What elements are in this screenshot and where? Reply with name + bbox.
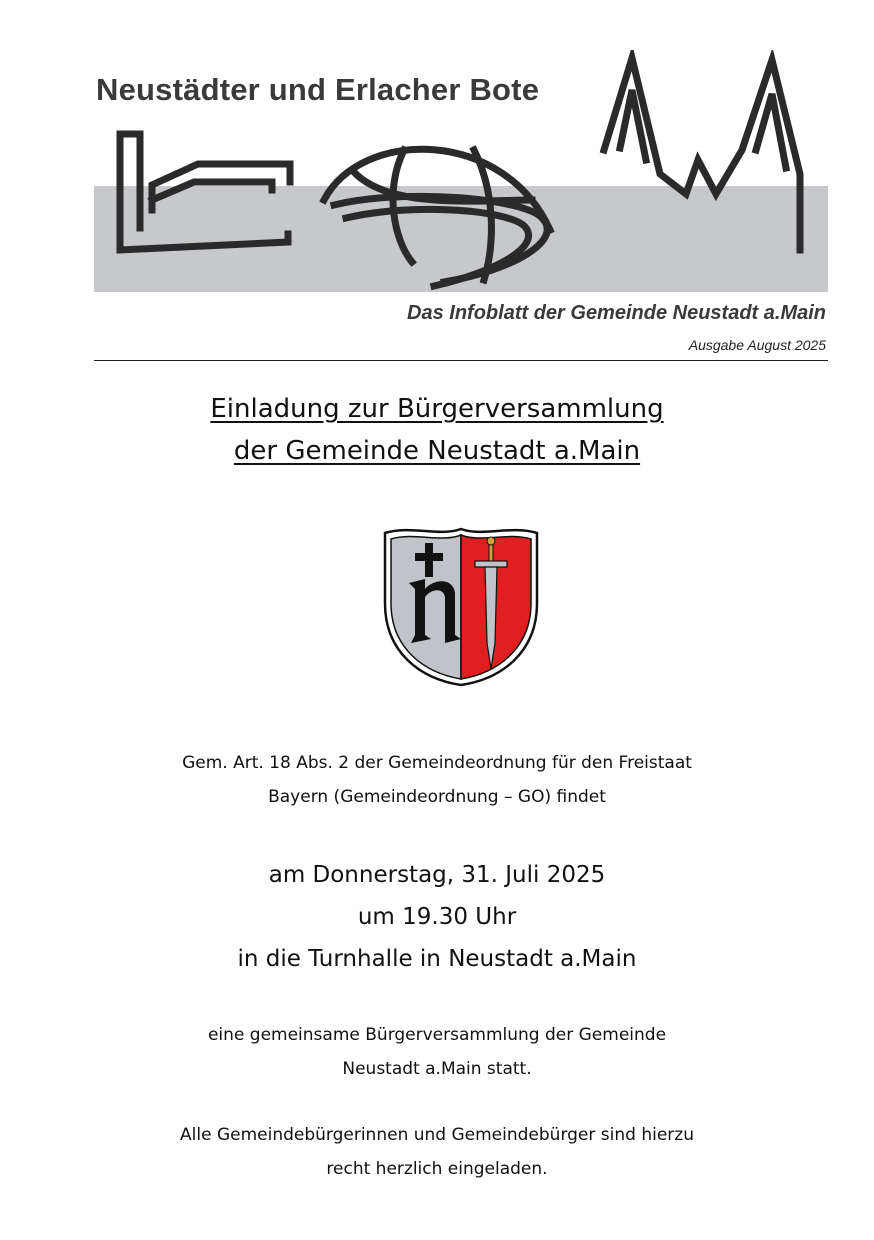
legal-reference xyxy=(0,746,874,814)
event-description xyxy=(0,1018,874,1086)
invitation-text xyxy=(0,1118,874,1186)
statt-line-1: eine gemeinsame Bürgerversammlung der Gemeinde xyxy=(207,1025,667,1045)
headline-line-1: Einladung zur Bürgerversammlung xyxy=(210,394,664,424)
legal-line-1: Gem. Art. 18 Abs. 2 der Gemeindeordnung für den Freistaat xyxy=(182,753,692,773)
header-divider xyxy=(94,360,828,361)
event-time: um 19.30 Uhr xyxy=(357,904,517,930)
masthead xyxy=(94,50,828,300)
event-details xyxy=(0,854,874,980)
issue-label: Ausgabe August 2025 xyxy=(688,337,826,353)
invite-line-2: recht herzlich eingeladen. xyxy=(326,1159,548,1179)
event-place: in die Turnhalle in Neustadt a.Main xyxy=(237,946,637,972)
headline xyxy=(0,388,874,472)
legal-line-2: Bayern (Gemeindeordnung – GO) findet xyxy=(268,787,606,807)
invite-line-1: Alle Gemeindebürgerinnen und Gemeindebürger sind hierzu xyxy=(180,1125,694,1145)
masthead-title: Neustädter und Erlacher Bote xyxy=(96,72,540,107)
statt-line-2: Neustadt a.Main statt. xyxy=(342,1059,532,1079)
coat-of-arms-icon xyxy=(381,523,541,689)
masthead-subtitle: Das Infoblatt der Gemeinde Neustadt a.Main xyxy=(407,302,826,324)
event-date: am Donnerstag, 31. Juli 2025 xyxy=(268,862,606,888)
headline-line-2: der Gemeinde Neustadt a.Main xyxy=(233,436,641,466)
